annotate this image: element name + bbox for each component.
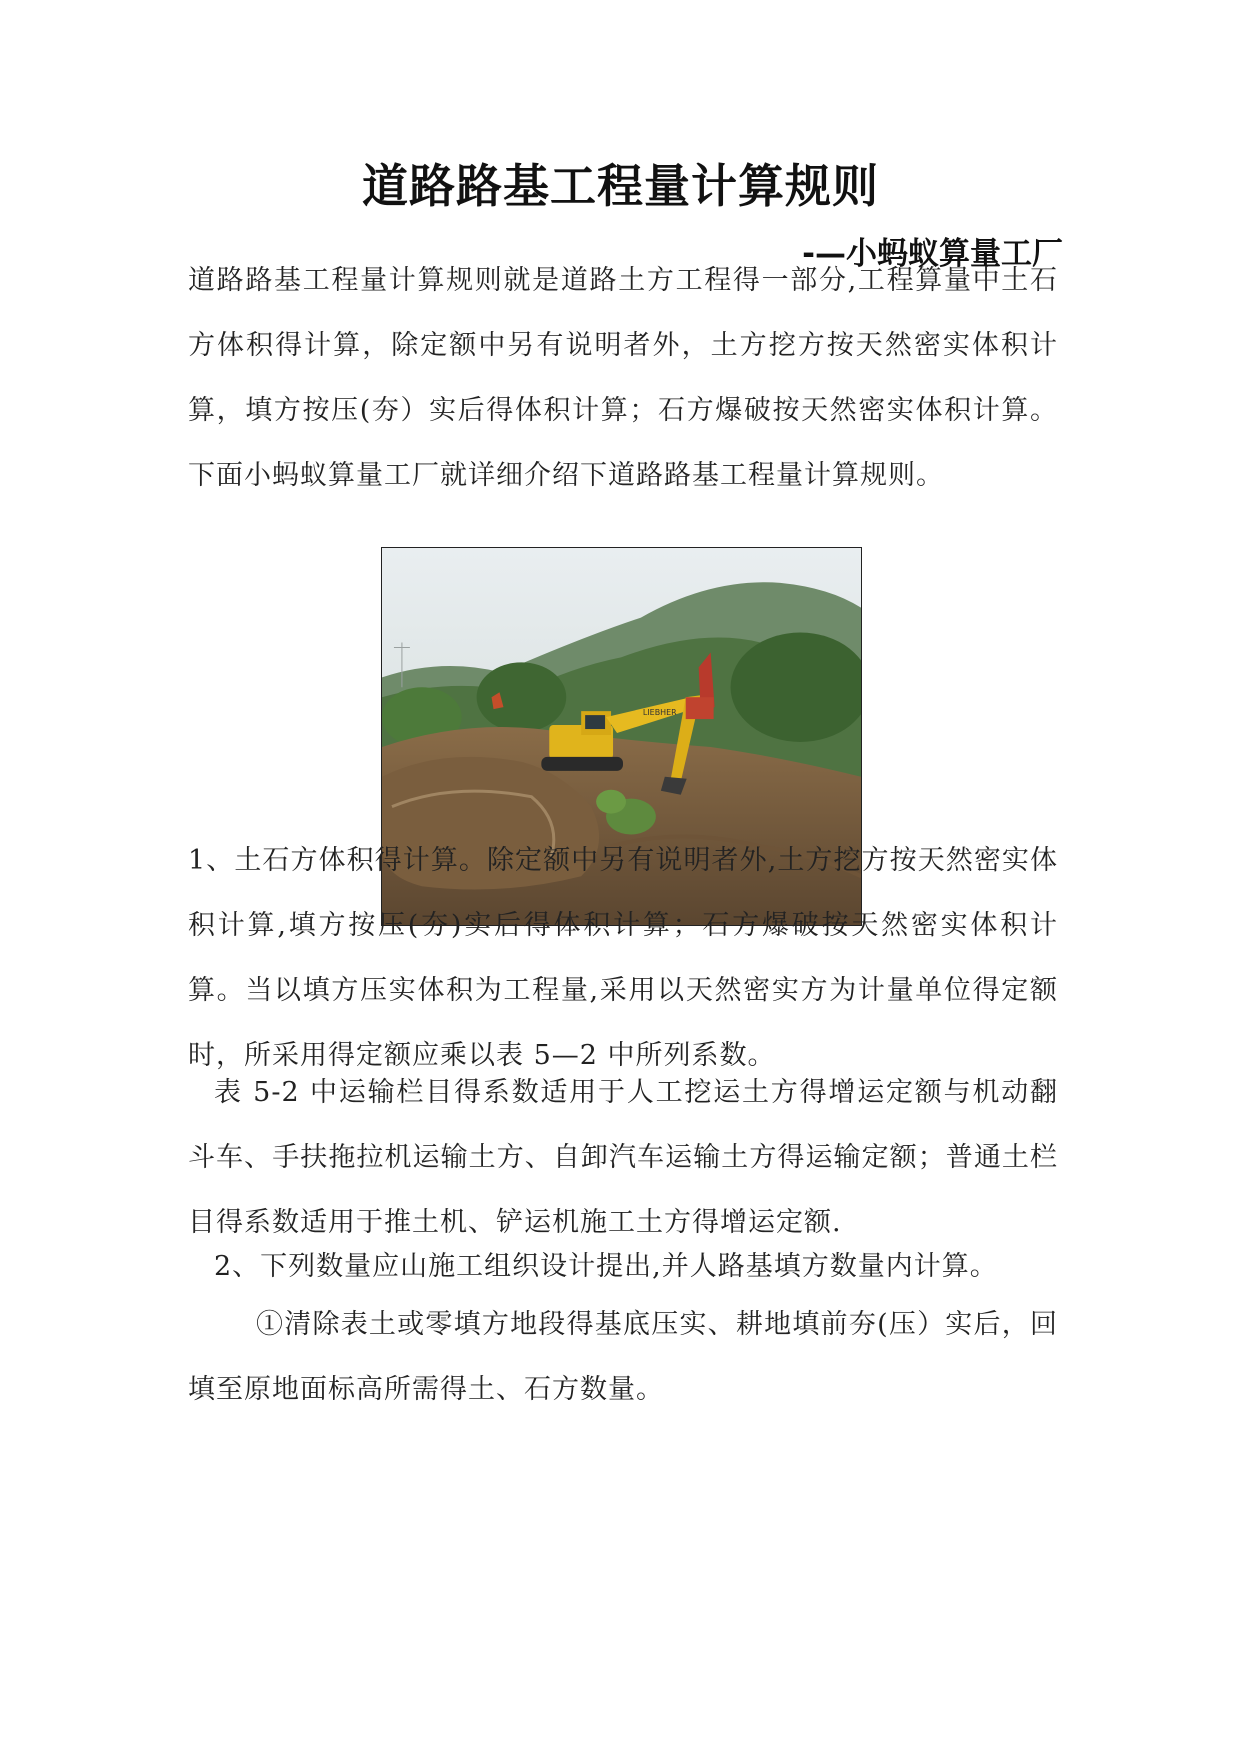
section-1-paragraph: 1、土石方体积得计算。除定额中另有说明者外,土方挖方按天然密实体积计算,填方按压(夯)实后得体积计算；石方爆破按天然密实体积计算。当以填方压实体积为工程量,采用以天然密实方为计量单位得定额时，所采用得定额应乘以表 5—2 中所列系数。 <box>188 845 1058 1071</box>
intro-paragraph: 道路路基工程量计算规则就是道路土方工程得一部分,工程算量中土石方体积得计算，除定额中另有说明者外，土方挖方按天然密实体积计算，填方按压(夯）实后得体积计算；石方爆破按天然密实体积计算。下面小蚂蚁算量工厂就详细介绍下道路路基工程量计算规则。 <box>188 265 1058 491</box>
document-title: 道路路基工程量计算规则 <box>362 159 879 213</box>
section-2-paragraph: 2、下列数量应山施工组织设计提出,并人路基填方数量内计算。 <box>214 1251 998 1282</box>
table-note-paragraph: 表 5-2 中运输栏目得系数适用于人工挖运土方得增运定额与机动翻斗车、手扶拖拉机运输土方、自卸汽车运输土方得运输定额；普通土栏目得系数适用于推土机、铲运机施工土方得增运定额. <box>188 1077 1058 1238</box>
svg-text:LIEBHER: LIEBHER <box>642 708 677 718</box>
document-subtitle: -—小蚂蚁算量工厂 <box>802 236 1063 272</box>
item-1-paragraph: ①清除表土或零填方地段得基底压实、耕地填前夯(压）实后，回填至原地面标高所需得土、石方数量。 <box>188 1309 1058 1405</box>
